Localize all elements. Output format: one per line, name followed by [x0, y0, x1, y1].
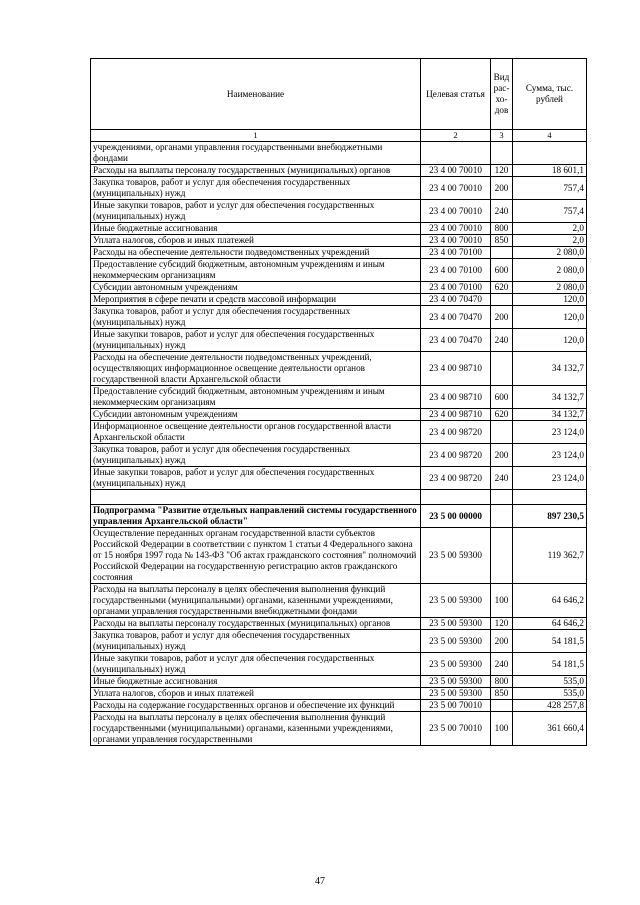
cell-name: Подпрограмма "Развитие отдельных направлений системы государственного управления Архангельской области"	[91, 505, 421, 528]
cell-sum: 2 080,0	[513, 259, 587, 282]
cell-sum: 34 132,7	[513, 352, 587, 386]
cell-name: Расходы на выплаты персоналу в целях обеспечения выполнения функций государственными (муниципальными) органами, казенными учреждениями, органами управления государственными	[91, 712, 421, 746]
cell-sum: 54 181,5	[513, 653, 587, 676]
table-row	[91, 306, 587, 329]
cell-type: 100	[491, 584, 513, 618]
cell-type	[491, 421, 513, 444]
cell-code	[421, 490, 491, 505]
cell-code: 23 4 00 70100	[421, 259, 491, 282]
cell-sum: 34 132,7	[513, 386, 587, 409]
cell-sum: 119 362,7	[513, 528, 587, 584]
cell-type: 240	[491, 653, 513, 676]
cell-sum: 757,4	[513, 200, 587, 223]
table-row	[91, 386, 587, 409]
header-type: Вид рас-хо-дов	[491, 59, 513, 130]
cell-sum: 2 080,0	[513, 282, 587, 294]
cell-name: Иные бюджетные ассигнования	[91, 676, 421, 688]
table-row	[91, 200, 587, 223]
page-number: 47	[315, 876, 325, 887]
cell-name: Закупка товаров, работ и услуг для обеспечения государственных (муниципальных) нужд	[91, 177, 421, 200]
cell-sum: 64 646,2	[513, 584, 587, 618]
cell-code: 23 5 00 59300	[421, 688, 491, 700]
cell-sum: 120,0	[513, 329, 587, 352]
table-header-row	[91, 59, 587, 130]
cell-name: Закупка товаров, работ и услуг для обеспечения государственных (муниципальных) нужд	[91, 306, 421, 329]
cell-sum: 757,4	[513, 177, 587, 200]
cell-type: 120	[491, 618, 513, 630]
cell-code: 23 4 00 70010	[421, 223, 491, 235]
cell-type: 100	[491, 712, 513, 746]
cell-code: 23 4 00 70100	[421, 247, 491, 259]
cell-sum: 23 124,0	[513, 467, 587, 490]
cell-sum: 2,0	[513, 235, 587, 247]
cell-name: Осуществление переданных органам государственной власти субъектов Российской Федерации в соответствии с пунктом 1 статьи 4 Федерального закона от 15 ноября 1997 года № 143-ФЗ "Об актах гражданского состояния" полномочий Российской Федерации на государственную регистрацию актов гражданского состояния	[91, 528, 421, 584]
cell-name: Иные закупки товаров, работ и услуг для обеспечения государственных (муниципальных) нужд	[91, 653, 421, 676]
cell-name: Расходы на выплаты персоналу в целях обеспечения выполнения функций государственными (муниципальными) органами, казенными учреждениями, органами управления государственными внебюджетными фондами	[91, 584, 421, 618]
cell-code: 23 4 00 70010	[421, 200, 491, 223]
cell-name: Закупка товаров, работ и услуг для обеспечения государственных (муниципальных) нужд	[91, 444, 421, 467]
cell-name: Уплата налогов, сборов и иных платежей	[91, 688, 421, 700]
table-row	[91, 444, 587, 467]
cell-sum: 23 124,0	[513, 444, 587, 467]
cell-name: Иные закупки товаров, работ и услуг для обеспечения государственных (муниципальных) нужд	[91, 329, 421, 352]
header-code: Целевая статья	[421, 59, 491, 130]
column-number: 1	[91, 130, 421, 142]
column-number: 4	[513, 130, 587, 142]
table-row	[91, 618, 587, 630]
cell-type	[491, 700, 513, 712]
cell-type: 800	[491, 676, 513, 688]
cell-code: 23 4 00 70470	[421, 294, 491, 306]
cell-code: 23 4 00 98720	[421, 444, 491, 467]
cell-type: 240	[491, 200, 513, 223]
table-row	[91, 294, 587, 306]
table-row	[91, 676, 587, 688]
cell-code: 23 5 00 70010	[421, 712, 491, 746]
table-row	[91, 223, 587, 235]
cell-type: 240	[491, 329, 513, 352]
cell-code: 23 4 00 98710	[421, 352, 491, 386]
table-row	[91, 247, 587, 259]
cell-type	[491, 294, 513, 306]
cell-type	[491, 247, 513, 259]
cell-name: Закупка товаров, работ и услуг для обеспечения государственных (муниципальных) нужд	[91, 630, 421, 653]
cell-sum: 120,0	[513, 294, 587, 306]
cell-name: Уплата налогов, сборов и иных платежей	[91, 235, 421, 247]
cell-sum: 120,0	[513, 306, 587, 329]
cell-type: 200	[491, 444, 513, 467]
cell-type	[491, 505, 513, 528]
cell-sum: 428 257,8	[513, 700, 587, 712]
table-row	[91, 712, 587, 746]
header-sum: Сумма, тыс. рублей	[513, 59, 587, 130]
cell-code: 23 4 00 70010	[421, 165, 491, 177]
cell-code: 23 4 00 70010	[421, 235, 491, 247]
column-number: 3	[491, 130, 513, 142]
table-row	[91, 700, 587, 712]
table-row	[91, 421, 587, 444]
cell-type: 850	[491, 688, 513, 700]
cell-sum: 23 124,0	[513, 421, 587, 444]
cell-sum	[513, 490, 587, 505]
table-row	[91, 235, 587, 247]
cell-name: Мероприятия в сфере печати и средств массовой информации	[91, 294, 421, 306]
cell-type: 600	[491, 259, 513, 282]
cell-type: 200	[491, 177, 513, 200]
cell-sum: 2,0	[513, 223, 587, 235]
cell-sum: 535,0	[513, 688, 587, 700]
cell-name: Иные закупки товаров, работ и услуг для обеспечения государственных (муниципальных) нужд	[91, 200, 421, 223]
cell-sum: 34 132,7	[513, 409, 587, 421]
cell-sum: 897 230,5	[513, 505, 587, 528]
cell-name: Предоставление субсидий бюджетным, автономным учреждениям и иным некоммерческим организациям	[91, 259, 421, 282]
cell-type: 620	[491, 282, 513, 294]
cell-name: Информационное освещение деятельности органов государственной власти Архангельской области	[91, 421, 421, 444]
cell-code: 23 4 00 70100	[421, 282, 491, 294]
cell-code: 23 4 00 70470	[421, 306, 491, 329]
table-row	[91, 259, 587, 282]
cell-code: 23 5 00 59300	[421, 528, 491, 584]
cell-type: 850	[491, 235, 513, 247]
cell-type: 600	[491, 386, 513, 409]
table-row	[91, 142, 587, 165]
cell-code: 23 4 00 98720	[421, 467, 491, 490]
cell-sum: 535,0	[513, 676, 587, 688]
cell-sum: 2 080,0	[513, 247, 587, 259]
cell-name: Иные бюджетные ассигнования	[91, 223, 421, 235]
table-row	[91, 282, 587, 294]
cell-type: 240	[491, 467, 513, 490]
cell-code: 23 5 00 70010	[421, 700, 491, 712]
cell-name: Расходы на выплаты персоналу государственных (муниципальных) органов	[91, 165, 421, 177]
table-row	[91, 490, 587, 505]
cell-name: Расходы на обеспечение деятельности подведомственных учреждений	[91, 247, 421, 259]
table-row	[91, 688, 587, 700]
cell-type: 120	[491, 165, 513, 177]
cell-name: Субсидии автономным учреждениям	[91, 282, 421, 294]
cell-sum: 54 181,5	[513, 630, 587, 653]
cell-code: 23 5 00 59300	[421, 676, 491, 688]
table-row	[91, 409, 587, 421]
cell-code: 23 4 00 98710	[421, 409, 491, 421]
cell-sum	[513, 142, 587, 165]
cell-type: 200	[491, 630, 513, 653]
header-name: Наименование	[91, 59, 421, 130]
cell-code: 23 5 00 59300	[421, 618, 491, 630]
cell-type	[491, 352, 513, 386]
cell-code: 23 5 00 00000	[421, 505, 491, 528]
table-row	[91, 653, 587, 676]
budget-table	[90, 58, 587, 746]
cell-code: 23 4 00 98720	[421, 421, 491, 444]
table-row	[91, 584, 587, 618]
table-row	[91, 177, 587, 200]
column-number: 2	[421, 130, 491, 142]
table-row	[91, 165, 587, 177]
cell-type	[491, 142, 513, 165]
cell-code	[421, 142, 491, 165]
table-row	[91, 352, 587, 386]
cell-code: 23 5 00 59300	[421, 653, 491, 676]
cell-type	[491, 528, 513, 584]
cell-type	[491, 490, 513, 505]
cell-name: Расходы на содержание государственных органов и обеспечение их функций	[91, 700, 421, 712]
cell-type: 200	[491, 306, 513, 329]
cell-type: 800	[491, 223, 513, 235]
cell-sum: 18 601,1	[513, 165, 587, 177]
table-row	[91, 505, 587, 528]
table-row	[91, 528, 587, 584]
table-row	[91, 630, 587, 653]
cell-name: Расходы на выплаты персоналу государственных (муниципальных) органов	[91, 618, 421, 630]
cell-name: Иные закупки товаров, работ и услуг для обеспечения государственных (муниципальных) нужд	[91, 467, 421, 490]
cell-code: 23 5 00 59300	[421, 630, 491, 653]
cell-name: Предоставление субсидий бюджетным, автономным учреждениям и иным некоммерческим организациям	[91, 386, 421, 409]
cell-name	[91, 490, 421, 505]
cell-code: 23 4 00 70470	[421, 329, 491, 352]
cell-code: 23 4 00 98710	[421, 386, 491, 409]
cell-code: 23 5 00 59300	[421, 584, 491, 618]
table-row	[91, 329, 587, 352]
cell-sum: 64 646,2	[513, 618, 587, 630]
cell-sum: 361 660,4	[513, 712, 587, 746]
table-row	[91, 467, 587, 490]
cell-name: Расходы на обеспечение деятельности подведомственных учреждений, осуществляющих информационное освещение деятельности органов государственной власти Архангельской области	[91, 352, 421, 386]
column-number-row	[91, 130, 587, 142]
cell-code: 23 4 00 70010	[421, 177, 491, 200]
cell-type: 620	[491, 409, 513, 421]
cell-name: Субсидии автономным учреждениям	[91, 409, 421, 421]
cell-name: учреждениями, органами управления государственными внебюджетными фондами	[91, 142, 421, 165]
